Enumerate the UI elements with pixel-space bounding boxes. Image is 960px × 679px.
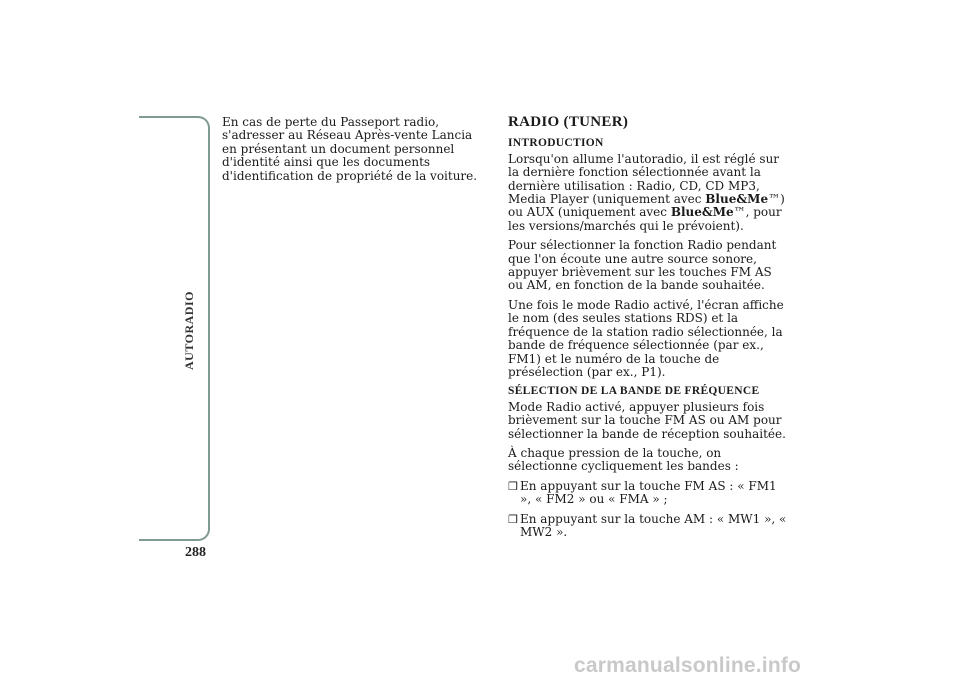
bullet-text: En appuyant sur la touche FM AS : « FM1 », « FM2 » ou « FMA » ;: [520, 478, 777, 507]
blueandme-label-1: Blue&Me: [705, 192, 769, 207]
intro-text-c: ™, pour les versions/marchés qui le prévoient).: [508, 205, 782, 233]
checkbox-bullet-icon: ❒: [508, 479, 518, 493]
left-column: [222, 116, 490, 189]
band-paragraph-2: À chaque pression de la touche, on sélectionne cycliquement les bandes :: [508, 445, 739, 474]
band-paragraph-1: Mode Radio activé, appuyer plusieurs fois brièvement sur la touche FM AS ou AM pour sélectionner la bande de réception souhaitée.: [508, 399, 786, 441]
passport-paragraph: En cas de perte du Passeport radio, s'adresser au Réseau Après-vente Lancia en présentant un document personnel d'identité ainsi que les documents d'identification de propriété de la voiture.: [222, 115, 478, 183]
band-heading: SÉLECTION DE LA BANDE DE FRÉQUENCE: [508, 385, 760, 398]
checkbox-bullet-icon: ❒: [508, 512, 518, 526]
blueandme-label-2: Blue&Me: [670, 205, 734, 220]
intro-paragraph-2: Pour sélectionner la fonction Radio pendant que l'on écoute une autre source sonore, appuyer brièvement sur les touches FM AS ou AM, en fonction de la bande souhaitée.: [508, 238, 777, 293]
intro-paragraph-1: [508, 153, 788, 233]
page-number: 288: [185, 545, 206, 560]
list-item: [508, 480, 788, 507]
list-item: [508, 513, 788, 540]
intro-heading: INTRODUCTION: [508, 137, 604, 150]
section-title: RADIO (TUNER): [508, 114, 629, 130]
watermark: carmanualsonline.info: [574, 654, 802, 677]
intro-text-a: Lorsqu'on allume l'autoradio, il est réglé sur la dernière fonction sélectionnée avant la dernière utilisation : Radio, CD, CD MP3, Media Player (uniquement avec: [508, 151, 780, 207]
right-column: [508, 116, 788, 545]
intro-text-b: ™) ou AUX (uniquement avec: [508, 192, 785, 220]
bullet-text: En appuyant sur la touche AM : « MW1 », « MW2 ».: [520, 511, 787, 539]
sidebar-rail: [139, 116, 210, 541]
intro-paragraph-3: Une fois le mode Radio activé, l'écran affiche le nom (des seules stations RDS) et la fréquence de la station radio sélectionnée, la bande de fréquence sélectionnée (par ex., FM1) et le numéro de la touche de présélection (par ex., P1).: [508, 297, 784, 379]
section-tab-label: AUTORADIO: [182, 291, 196, 370]
